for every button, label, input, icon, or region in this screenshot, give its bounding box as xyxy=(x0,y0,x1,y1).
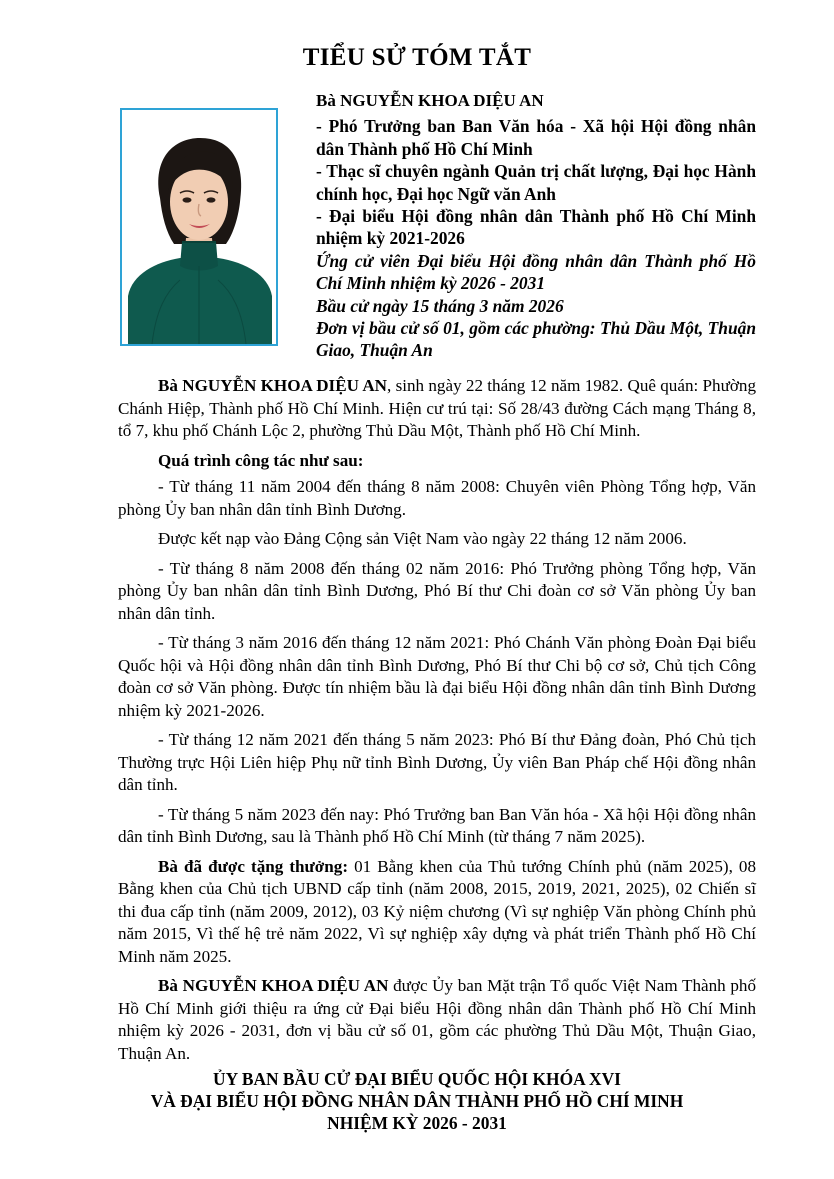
awards-text: 01 Bằng khen của Thủ tướng Chính phủ (năm 2025), 08 Bằng khen của Chủ tịch UBND cấp tỉnh (năm 2008, 2015, 2019, 2021, 2025), 02 Chiến sĩ thi đua cấp tỉnh (năm 2009, 2012), 03 Kỷ niệm chương (Vì sự nghiệp Văn phòng Chính phủ năm 2015, Vì thế hệ trẻ năm 2022, Vì sự nghiệp xây dựng và phát triển Thành phố Hồ Chí Minh năm 2025. xyxy=(118,856,757,966)
intro-paragraph xyxy=(118,375,756,443)
election-date: Bầu cử ngày 15 tháng 3 năm 2026 xyxy=(316,295,564,316)
career-item: - Từ tháng 5 năm 2023 đến nay: Phó Trưởng ban Ban Văn hóa - Xã hội Hội đồng nhân dân tỉnh Bình Dương, sau là Thành phố Hồ Chí Minh (từ tháng 7 năm 2025). xyxy=(118,804,756,846)
awards-label: Bà đã được tặng thưởng: xyxy=(158,856,349,876)
candidacy: Ứng cử viên Đại biểu Hội đồng nhân dân Thành phố Hồ Chí Minh nhiệm kỳ 2026 - 2031 xyxy=(316,250,756,294)
portrait-illustration xyxy=(122,110,276,344)
career-item: - Từ tháng 3 năm 2016 đến tháng 12 năm 2021: Phó Chánh Văn phòng Đoàn Đại biểu Quốc hội và Hội đồng nhân dân tỉnh Bình Dương, Phó Bí thư Chi bộ cơ sở, Chủ tịch Công đoàn cơ sở Văn phòng. Được tín nhiệm bầu là đại biểu Hội đồng nhân dân tỉnh Bình Dương nhiệm kỳ 2021-2026. xyxy=(118,633,756,720)
nomination-paragraph xyxy=(118,975,756,1065)
current-position: - Phó Trưởng ban Ban Văn hóa - Xã hội Hội đồng nhân dân Thành phố Hồ Chí Minh xyxy=(316,116,756,159)
awards-paragraph xyxy=(118,856,756,969)
nomination-name: Bà NGUYỄN KHOA DIỆU AN xyxy=(158,976,389,995)
intro-text: , sinh ngày 22 tháng 12 năm 1982. Quê quán: Phường Chánh Hiệp, Thành phố Hồ Chí Minh. Hiện cư trú tại: Số 28/43 đường Cách mạng Tháng 8, tổ 7, khu phố Chánh Lộc 2, phường Thủ Dầu Một, Thành phố Hồ Chí Minh. xyxy=(118,376,756,440)
career-heading: Quá trình công tác như sau: xyxy=(158,450,364,470)
portrait-photo xyxy=(120,108,278,346)
career-item: - Từ tháng 11 năm 2004 đến tháng 8 năm 2008: Chuyên viên Phòng Tổng hợp, Văn phòng Ủy ban nhân dân tỉnh Bình Dương. xyxy=(118,477,756,519)
education: - Thạc sĩ chuyên ngành Quản trị chất lượng, Đại học Hành chính học, Đại học Ngữ văn Anh xyxy=(316,161,756,204)
current-term: - Đại biểu Hội đồng nhân dân Thành phố Hồ Chí Minh nhiệm kỳ 2021-2026 xyxy=(316,206,756,249)
authority-term: NHIỆM KỲ 2026 - 2031 xyxy=(327,1113,507,1133)
career-item: - Từ tháng 8 năm 2008 đến tháng 02 năm 2016: Phó Trưởng phòng Tổng hợp, Văn phòng Ủy ban nhân dân tỉnh Bình Dương, Phó Bí thư Chi đoàn cơ sở Văn phòng Ủy ban nhân dân tỉnh. xyxy=(118,558,756,623)
page-title: TIỂU SỬ TÓM TẮT xyxy=(302,44,532,71)
issuing-authority xyxy=(0,1068,834,1134)
biography-body xyxy=(118,375,756,1072)
authority-line: ỦY BAN BẦU CỬ ĐẠI BIỂU QUỐC HỘI KHÓA XVI xyxy=(213,1069,621,1089)
career-item: Được kết nạp vào Đảng Cộng sản Việt Nam vào ngày 22 tháng 12 năm 2006. xyxy=(158,529,687,548)
candidate-summary xyxy=(316,90,756,362)
career-item: - Từ tháng 12 năm 2021 đến tháng 5 năm 2023: Phó Bí thư Đảng đoàn, Phó Chủ tịch Thường trực Hội Liên hiệp Phụ nữ tỉnh Bình Dương, Ủy viên Ban Pháp chế Hội đồng nhân dân tỉnh. xyxy=(118,730,756,794)
constituency: Đơn vị bầu cử số 01, gồm các phường: Thủ Dầu Một, Thuận Giao, Thuận An xyxy=(316,318,756,361)
authority-line: VÀ ĐẠI BIỂU HỘI ĐỒNG NHÂN DÂN THÀNH PHỐ HỒ CHÍ MINH xyxy=(150,1091,684,1111)
nomination-text: được Ủy ban Mặt trận Tổ quốc Việt Nam Thành phố Hồ Chí Minh giới thiệu ra ứng cử Đại biểu Hội đồng nhân dân Thành phố Hồ Chí Minh nhiệm kỳ 2026 - 2031, đơn vị bầu cử số 01, gồm các phường Thủ Dầu Một, Thuận Giao, Thuận An. xyxy=(118,976,757,1063)
intro-name: Bà NGUYỄN KHOA DIỆU AN xyxy=(158,376,388,395)
candidate-name: Bà NGUYỄN KHOA DIỆU AN xyxy=(316,91,544,110)
